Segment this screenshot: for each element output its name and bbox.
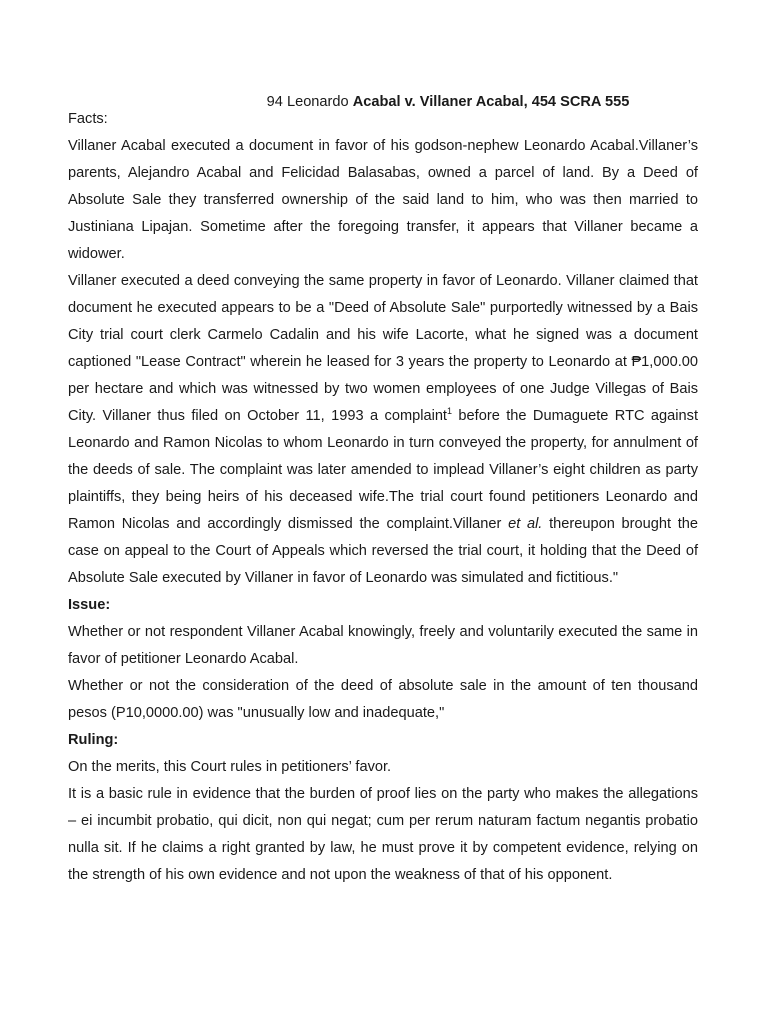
facts-paragraph-2-part-2: before the Dumaguete RTC against Leonardo and Ramon Nicolas to whom Leonardo in turn conveyed the property, for annulment of the deeds of sale. The complaint was later amended to implead Villaner’s eight children as party plaintiffs, they being heirs of his deceased wife.The trial court found petitioners Leonardo and Ramon Nicolas and accordingly dismissed the complaint.Villaner — [68, 408, 698, 532]
facts-paragraph-2-italic: et al. — [508, 516, 543, 532]
case-title-bold: Acabal v. Villaner Acabal, 454 SCRA 555 — [352, 94, 630, 110]
facts-paragraph-2-part-3: thereupon brought the case on appeal to the Court of Appeals which reversed the trial court, it holding that the Deed of Absolute Sale executed by Villaner in favor of Leonardo was simulated and fictitious." — [68, 516, 698, 586]
ruling-heading: Ruling: — [68, 732, 119, 748]
issue-heading: Issue: — [68, 597, 111, 613]
facts-paragraph-2 — [68, 268, 698, 592]
ruling-paragraph-2: It is a basic rule in evidence that the burden of proof lies on the party who makes the allegations – ei incumbit probatio, qui dicit, non qui negat; cum per rerum naturam factum negantis probatio nulla sit. If he claims a right granted by law, he must prove it by competent evidence, relying on the strength of his own evidence and not upon the weakness of that of his opponent. — [68, 786, 698, 883]
issue-paragraph-2: Whether or not the consideration of the deed of absolute sale in the amount of ten thousand pesos (P10,0000.00) was "unusually low and inadequate," — [68, 678, 698, 721]
case-title-prefix: 94 Leonardo — [266, 94, 353, 110]
facts-paragraph-1: Villaner Acabal executed a document in favor of his godson-nephew Leonardo Acabal.Villaner’s parents, Alejandro Acabal and Felicidad Balasabas, owned a parcel of land. By a Deed of Absolute Sale they transferred ownership of the said land to him, who was then married to Justiniana Lipajan. Sometime after the foregoing transfer, it appears that Villaner became a widower. — [68, 138, 698, 262]
footnote-marker: 1 — [447, 406, 453, 417]
ruling-paragraph-1: On the merits, this Court rules in petitioners’ favor. — [68, 759, 392, 775]
issue-paragraph-1: Whether or not respondent Villaner Acabal knowingly, freely and voluntarily executed the same in favor of petitioner Leonardo Acabal. — [68, 624, 698, 667]
document-page — [68, 92, 698, 889]
facts-heading: Facts: — [68, 111, 108, 127]
facts-paragraph-2-part-1: Villaner executed a deed conveying the same property in favor of Leonardo. Villaner claimed that document he executed appears to be a "Deed of Absolute Sale" purportedly witnessed by a Bais City trial court clerk Carmelo Cadalin and his wife Lacorte, what he signed was a document captioned "Lease Contract" wherein he leased for 3 years the property to Leonardo at ₱1,000.00 per hectare and which was witnessed by two women employees of one Judge Villegas of Bais City. Villaner thus filed on October 11, 1993 a complaint — [68, 273, 698, 424]
